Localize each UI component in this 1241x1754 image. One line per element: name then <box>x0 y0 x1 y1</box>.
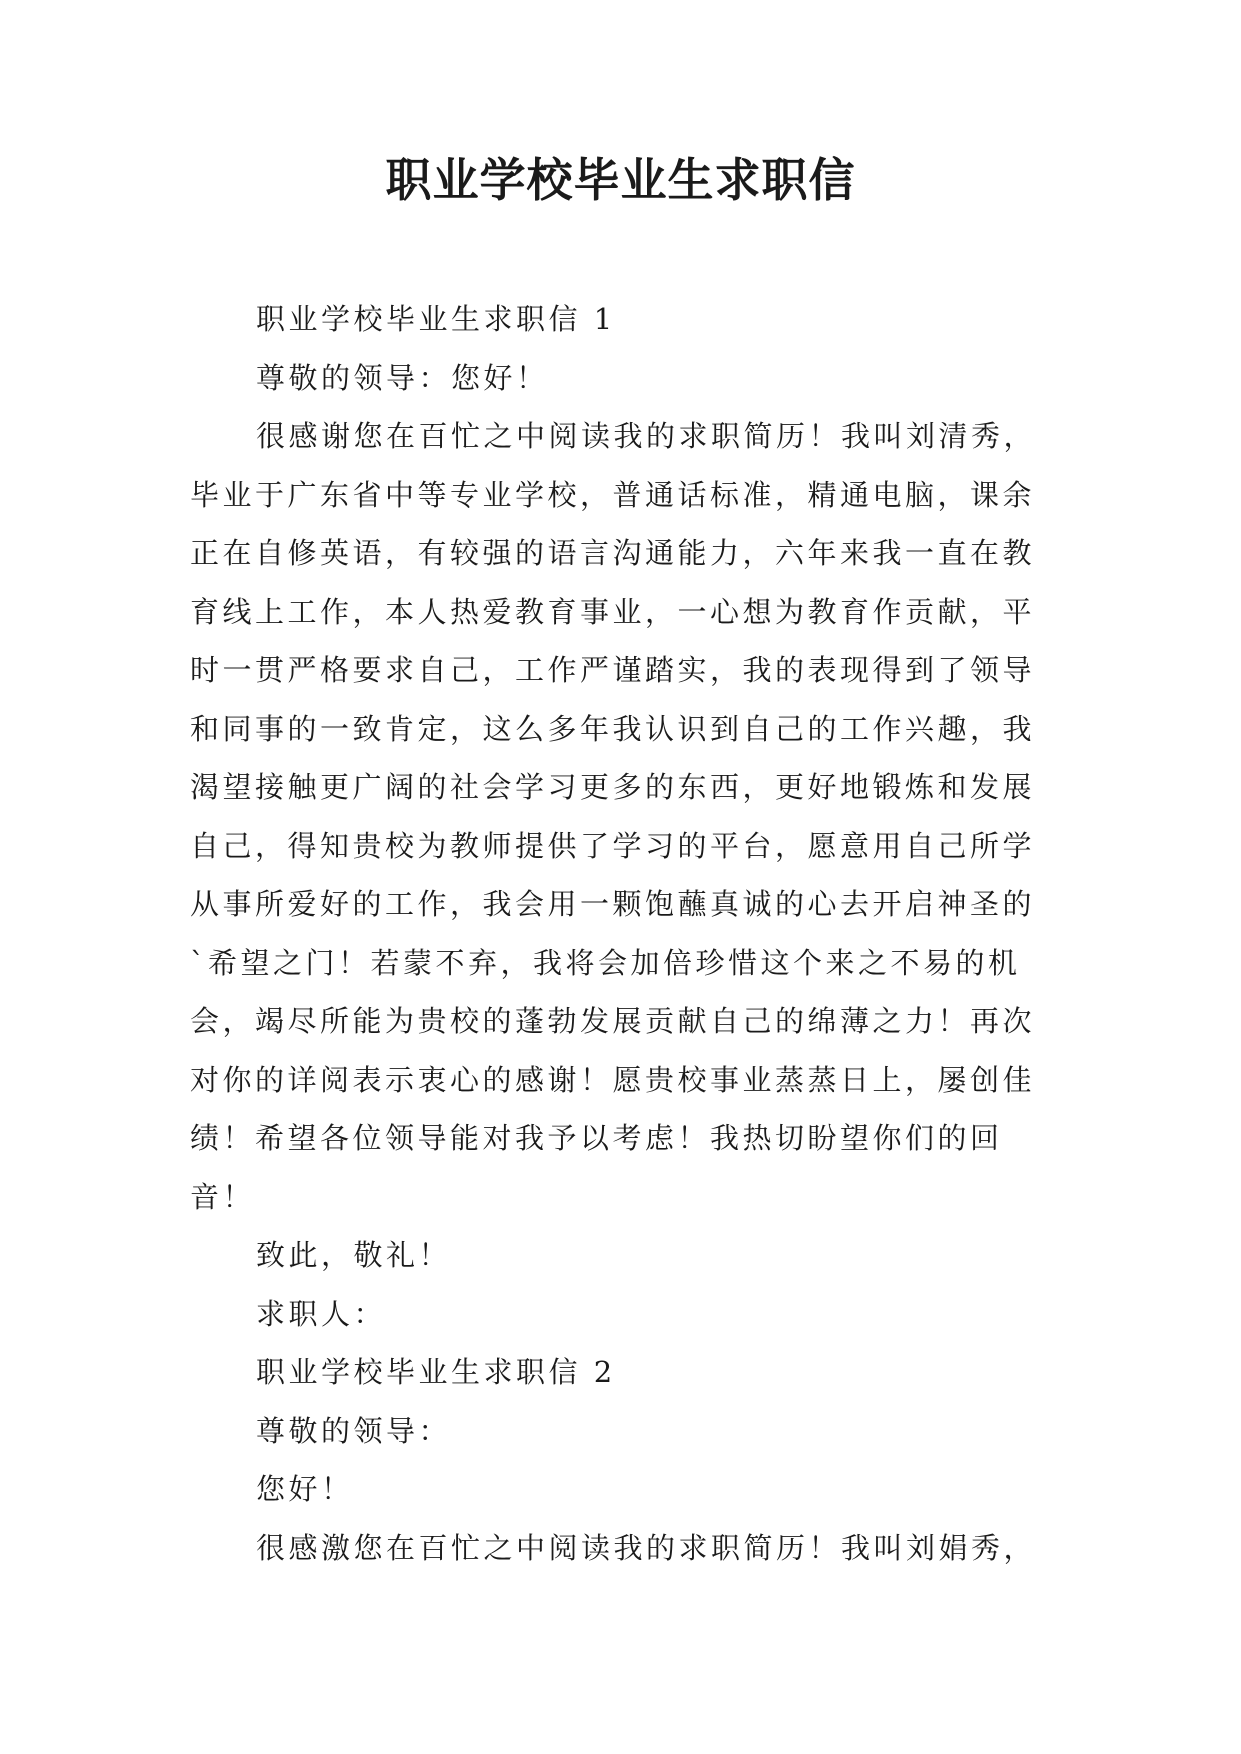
text-line: 求职人： <box>256 1296 387 1331</box>
text-line: 绩！希望各位领导能对我予以考虑！我热切盼望你们的回 <box>190 1121 1003 1155</box>
text-line: 很感激您在百忙之中阅读我的求职简历！我叫刘娟秀， <box>256 1530 1037 1565</box>
text-line: 您好！ <box>256 1472 354 1506</box>
text-line: 自己，得知贵校为教师提供了学习的平台，愿意用自己所学 <box>190 828 1036 863</box>
text-line: 对你的详阅表示衷心的感谢！愿贵校事业蒸蒸日上，屡创佳 <box>190 1062 1036 1097</box>
document-body <box>190 290 1070 1577</box>
text-line: 致此，敬礼！ <box>256 1238 452 1272</box>
text-line: 尊敬的领导： <box>256 1413 452 1448</box>
text-line: 职业学校毕业生求职信 1 <box>256 302 616 336</box>
text-line: `希望之门！若蒙不弃，我将会加倍珍惜这个来之不易的机 <box>190 945 1021 980</box>
text-line: 从事所爱好的工作，我会用一颗饱蘸真诚的心去开启神圣的 <box>190 887 1036 921</box>
text-line: 正在自修英语，有较强的语言沟通能力，六年来我一直在教 <box>190 536 1036 570</box>
text-line: 音！ <box>190 1179 256 1214</box>
text-line: 育线上工作，本人热爱教育事业，一心想为教育作贡献，平 <box>190 594 1036 629</box>
text-line: 职业学校毕业生求职信 2 <box>256 1355 616 1389</box>
text-line: 和同事的一致肯定，这么多年我认识到自己的工作兴趣，我 <box>190 711 1036 746</box>
text-line: 渴望接触更广阔的社会学习更多的东西，更好地锻炼和发展 <box>190 770 1036 804</box>
text-line: 很感谢您在百忙之中阅读我的求职简历！我叫刘清秀， <box>256 419 1037 453</box>
text-line: 会，竭尽所能为贵校的蓬勃发展贡献自己的绵薄之力！再次 <box>190 1004 1036 1038</box>
text-line: 时一贯严格要求自己，工作严谨踏实，我的表现得到了领导 <box>190 653 1036 687</box>
document-title: 职业学校毕业生求职信 <box>385 153 856 207</box>
text-line: 尊敬的领导：您好！ <box>256 360 549 395</box>
text-line: 毕业于广东省中等专业学校，普通话标准，精通电脑，课余 <box>190 477 1036 512</box>
